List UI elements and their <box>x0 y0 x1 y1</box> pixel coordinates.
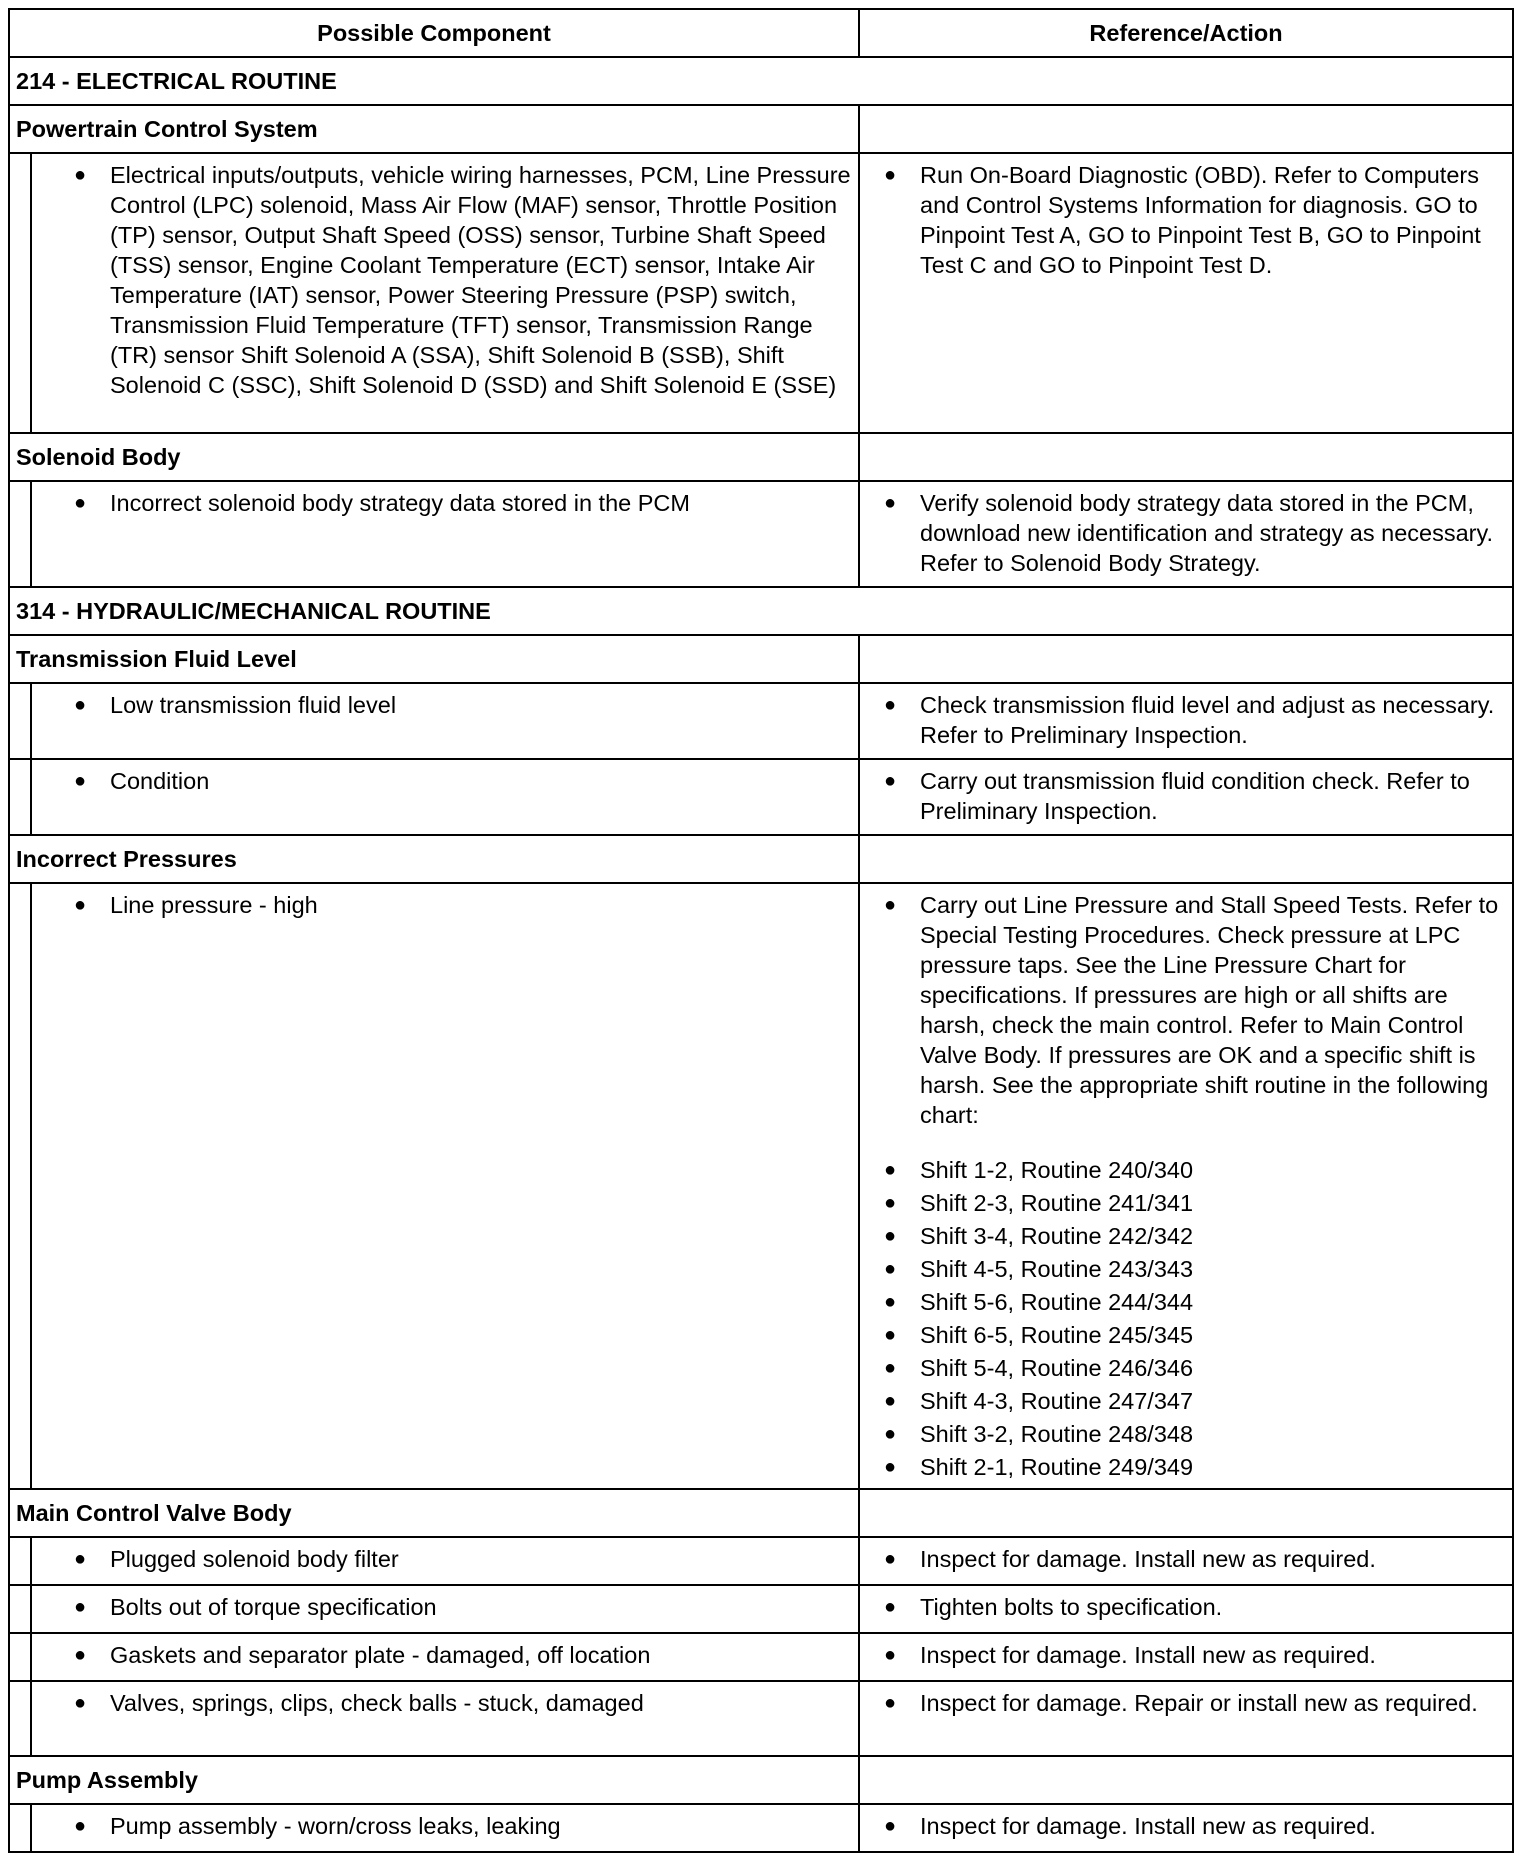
shift-routine-item: ● Shift 2-1, Routine 249/349 <box>860 1451 1512 1484</box>
component-item: ● Pump assembly - worn/cross leaks, leaking <box>32 1805 858 1849</box>
component-item: ● Incorrect solenoid body strategy data stored in the PCM <box>32 482 858 526</box>
shift-routine-item: ● Shift 3-4, Routine 242/342 <box>860 1220 1512 1253</box>
component-item: ● Line pressure - high <box>32 884 858 928</box>
section-title-314: 314 - HYDRAULIC/MECHANICAL ROUTINE <box>16 597 491 624</box>
section-row-214 <box>9 57 1513 105</box>
subheader-main-control-valve-body <box>9 1489 1513 1537</box>
action-item: ● Carry out transmission fluid condition check. Refer to Preliminary Inspection. <box>860 760 1512 834</box>
table-row <box>9 883 1513 1489</box>
subheader-powertrain-control-system <box>9 105 1513 153</box>
table-row <box>9 153 1513 433</box>
shift-routine-item: ● Shift 2-3, Routine 241/341 <box>860 1187 1512 1220</box>
action-item: ● Verify solenoid body strategy data stored in the PCM, download new identification and strategy as necessary. Refer to Solenoid Body Strategy. <box>860 482 1512 586</box>
section-row-314 <box>9 587 1513 635</box>
subheader-title: Main Control Valve Body <box>16 1499 292 1526</box>
table-row <box>9 1537 1513 1585</box>
diagnosis-table <box>8 8 1514 1853</box>
action-item <box>860 884 1512 1138</box>
action-item: ● Tighten bolts to specification. <box>860 1586 1512 1630</box>
component-item: ● Low transmission fluid level <box>32 684 858 728</box>
subheader-title: Powertrain Control System <box>16 115 318 142</box>
subheader-title: Incorrect Pressures <box>16 845 237 872</box>
subheader-solenoid-body <box>9 433 1513 481</box>
diagnosis-table-page <box>8 8 1512 1870</box>
header-possible-component: Possible Component <box>9 9 859 57</box>
subheader-incorrect-pressures <box>9 835 1513 883</box>
component-item: ● Bolts out of torque specification <box>32 1586 858 1630</box>
subheader-pump-assembly <box>9 1756 1513 1804</box>
component-item: ● Condition <box>32 760 858 804</box>
action-item: ● Run On-Board Diagnostic (OBD). Refer to Computers and Control Systems Information for diagnosis. GO to Pinpoint Test A, GO to Pinpoint Test B, GO to Pinpoint Test C and GO to Pinpoint Test D. <box>860 154 1512 288</box>
action-item: ● Check transmission fluid level and adjust as necessary. Refer to Preliminary Inspection. <box>860 684 1512 758</box>
table-row <box>9 1585 1513 1633</box>
subheader-title: Pump Assembly <box>16 1766 198 1793</box>
table-row <box>9 1681 1513 1756</box>
component-item: ● Valves, springs, clips, check balls - stuck, damaged <box>32 1682 858 1726</box>
subheader-title: Solenoid Body <box>16 443 181 470</box>
subheader-transmission-fluid-level <box>9 635 1513 683</box>
shift-routine-list <box>860 1154 1512 1484</box>
header-reference-action: Reference/Action <box>859 9 1513 57</box>
table-row <box>9 481 1513 587</box>
table-row <box>9 759 1513 835</box>
action-item: ● Inspect for damage. Repair or install new as required. <box>860 1682 1512 1726</box>
table-row <box>9 1633 1513 1681</box>
subheader-title: Transmission Fluid Level <box>16 645 297 672</box>
component-item: ● Gaskets and separator plate - damaged, off location <box>32 1634 858 1678</box>
shift-routine-item: ● Shift 4-3, Routine 247/347 <box>860 1385 1512 1418</box>
component-item: ● Plugged solenoid body filter <box>32 1538 858 1582</box>
shift-routine-item: ● Shift 4-5, Routine 243/343 <box>860 1253 1512 1286</box>
table-row <box>9 683 1513 759</box>
action-text: ● Carry out Line Pressure and Stall Speed Tests. Refer to Special Testing Procedures. Check pressure at LPC pressure taps. See the Line Pressure Chart for specifications. If pressures are high or all shifts are harsh, check the main control. Refer to Main Control Valve Body. If pressures are OK and a specific shift is harsh. See the appropriate shift routine in the following chart: <box>920 892 1499 1128</box>
action-item: ● Inspect for damage. Install new as required. <box>860 1634 1512 1678</box>
table-row <box>9 1804 1513 1852</box>
shift-routine-item: ● Shift 1-2, Routine 240/340 <box>860 1154 1512 1187</box>
header-row <box>9 9 1513 57</box>
action-item: ● Inspect for damage. Install new as required. <box>860 1538 1512 1582</box>
shift-routine-item: ● Shift 5-6, Routine 244/344 <box>860 1286 1512 1319</box>
component-item: ● Electrical inputs/outputs, vehicle wiring harnesses, PCM, Line Pressure Control (LPC) solenoid, Mass Air Flow (MAF) sensor, Throttle Position (TP) sensor, Output Shaft Speed (OSS) sensor, Turbine Shaft Speed (TSS) sensor, Engine Coolant Temperature (ECT) sensor, Intake Air Temperature (IAT) sensor, Power Steering Pressure (PSP) switch, Transmission Fluid Temperature (TFT) sensor, Transmission Range (TR) sensor Shift Solenoid A (SSA), Shift Solenoid B (SSB), Shift Solenoid C (SSC), Shift Solenoid D (SSD) and Shift Solenoid E (SSE) <box>32 154 858 408</box>
shift-routine-item: ● Shift 5-4, Routine 246/346 <box>860 1352 1512 1385</box>
section-title-214: 214 - ELECTRICAL ROUTINE <box>16 67 337 94</box>
shift-routine-item: ● Shift 6-5, Routine 245/345 <box>860 1319 1512 1352</box>
shift-routine-item: ● Shift 3-2, Routine 248/348 <box>860 1418 1512 1451</box>
action-item: ● Inspect for damage. Install new as required. <box>860 1805 1512 1849</box>
